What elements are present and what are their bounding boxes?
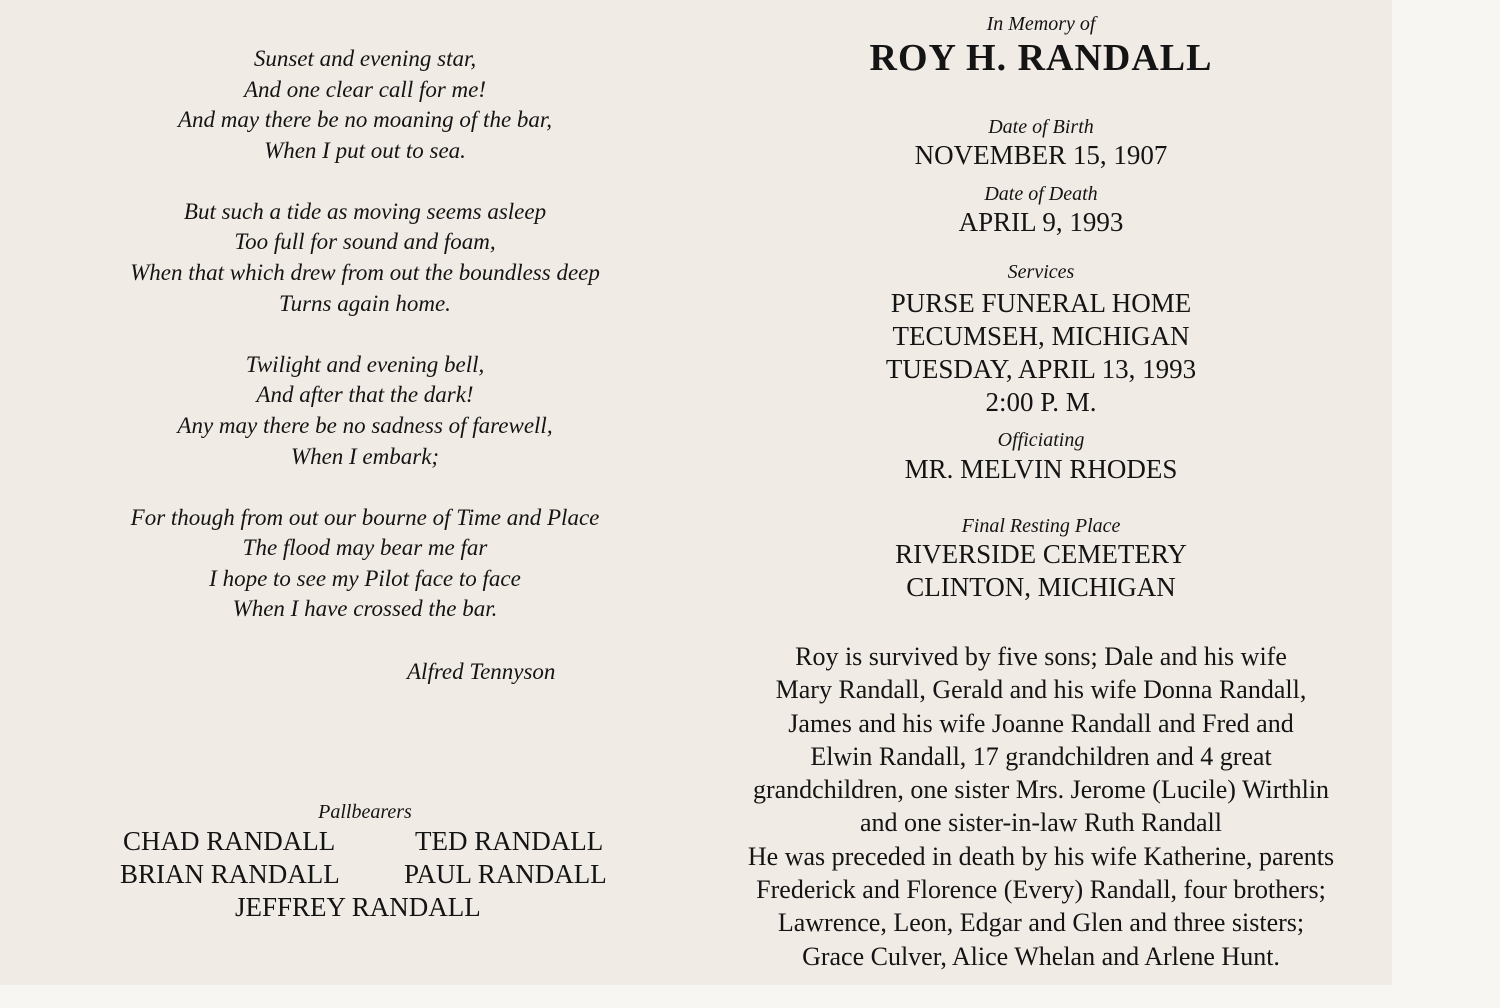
death-label: Date of Death [984, 183, 1098, 205]
obituary-line: Mary Randall, Gerald and his wife Donna Randall, [775, 675, 1307, 705]
poem-line: When I put out to sea. [264, 137, 466, 163]
obituary-line: Roy is survived by five sons; Dale and his wife [795, 642, 1287, 671]
poem-line: Any may there be no sadness of farewell, [177, 412, 553, 438]
obituary-line: Frederick and Florence (Every) Randall, four brothers; [756, 875, 1326, 905]
poem-line: Turns again home. [279, 290, 451, 316]
pallbearer-name: BRIAN RANDALL [120, 859, 340, 889]
pallbearer-name: CHAD RANDALL [123, 826, 336, 856]
poem-line: When I have crossed the bar. [232, 596, 498, 622]
services-line: TECUMSEH, MICHIGAN [892, 321, 1190, 351]
poem-author: Alfred Tennyson [407, 659, 556, 684]
right-panel [690, 0, 1392, 985]
resting-place-line: CLINTON, MICHIGAN [906, 572, 1176, 602]
resting-place-line: RIVERSIDE CEMETERY [895, 539, 1187, 569]
services-details [690, 287, 1392, 419]
obituary-line: Lawrence, Leon, Edgar and Glen and three sisters; [777, 908, 1305, 938]
services-line: TUESDAY, APRIL 13, 1993 [885, 354, 1197, 384]
obituary-line: James and his wife Joanne Randall and Fred and [788, 708, 1294, 738]
pallbearer-name: JEFFREY RANDALL [235, 892, 481, 922]
poem-line: I hope to see my Pilot face to face [209, 565, 521, 591]
pallbearer-name: TED RANDALL [415, 826, 604, 856]
poem-stanza-1 [40, 44, 690, 166]
poem-line: But such a tide as moving seems asleep [183, 198, 547, 224]
poem [40, 44, 690, 656]
poem-line: For though from out our bourne of Time and Place [130, 504, 600, 530]
birth-label: Date of Birth [988, 116, 1094, 138]
birth-date: NOVEMBER 15, 1907 [914, 140, 1168, 170]
resting-place-label: Final Resting Place [961, 515, 1121, 537]
obituary-line: Grace Culver, Alice Whelan and Arlene Hunt. [802, 941, 1280, 971]
obituary-text [710, 640, 1372, 973]
obituary-line: and one sister-in-law Ruth Randall [860, 808, 1222, 838]
poem-line: When that which drew from out the boundless deep [130, 260, 600, 286]
resting-place [690, 538, 1392, 604]
poem-stanza-2 [40, 197, 690, 319]
obituary-line: Elwin Randall, 17 grandchildren and 4 great [810, 741, 1272, 771]
poem-line: And may there be no moaning of the bar, [177, 107, 553, 133]
poem-line: And after that the dark! [256, 382, 474, 408]
obituary-line: He was preceded in death by his wife Katherine, parents [747, 841, 1335, 871]
pallbearers-list [40, 825, 690, 924]
poem-line: Sunset and evening star, [253, 46, 477, 71]
poem-stanza-3 [40, 350, 690, 472]
poem-line: Too full for sound and foam, [234, 229, 496, 255]
obituary-line: grandchildren, one sister Mrs. Jerome (Lucile) Wirthlin [752, 775, 1330, 805]
poem-stanza-4 [40, 503, 690, 625]
deceased-name: ROY H. RANDALL [869, 37, 1213, 79]
services-line: 2:00 P. M. [985, 387, 1097, 417]
poem-line: And one clear call for me! [243, 76, 487, 102]
services-label: Services [1007, 261, 1075, 283]
pallbearer-name: PAUL RANDALL [404, 859, 607, 889]
left-panel [40, 0, 690, 985]
officiating-label: Officiating [997, 429, 1085, 451]
in-memory-label: In Memory of [986, 13, 1096, 35]
death-date: APRIL 9, 1993 [958, 207, 1124, 237]
poem-line: When I embark; [290, 443, 440, 469]
poem-line: The flood may bear me far [242, 535, 488, 561]
officiant-name: MR. MELVIN RHODES [904, 454, 1178, 484]
services-line: PURSE FUNERAL HOME [890, 288, 1192, 318]
poem-line: Twilight and evening bell, [245, 351, 485, 377]
pallbearers-heading: Pallbearers [318, 801, 412, 823]
